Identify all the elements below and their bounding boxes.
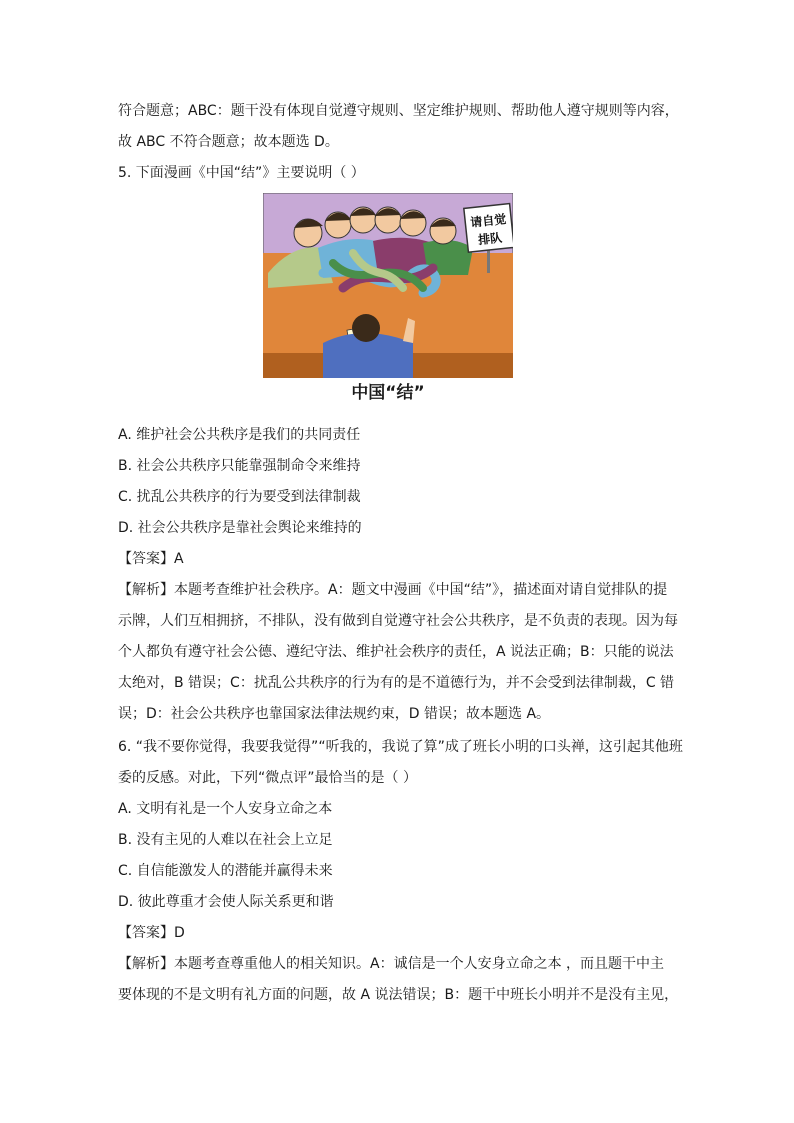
- sign-text-line: 排队: [477, 230, 503, 248]
- option-d: D. 社会公共秩序是靠社会舆论来维持的: [118, 520, 362, 536]
- paragraph-line: 符合题意；ABC：题干没有体现自觉遵守规则、坚定维护规则、帮助他人遵守规则等内容，: [118, 103, 679, 119]
- option-d: D. 彼此尊重才会使人际关系更和谐: [118, 894, 334, 910]
- option-a: A. 维护社会公共秩序是我们的共同责任: [118, 427, 361, 443]
- answer-line: 【答案】D: [118, 925, 185, 941]
- analysis-line: 个人都负有遵守社会公德、遵纪守法、维护社会秩序的责任，A 说法正确；B：只能的说法: [118, 644, 674, 660]
- option-b: B. 没有主见的人难以在社会上立足: [118, 832, 333, 848]
- analysis-line: 【解析】本题考查尊重他人的相关知识。A：诚信是一个人安身立命之本 ，而且题干中主: [118, 956, 665, 972]
- analysis-line: 要体现的不是文明有礼方面的问题，故 A 说法错误；B：题干中班长小明并不是没有主见，: [118, 987, 679, 1003]
- analysis-line: 示牌，人们互相拥挤，不排队，没有做到自觉遵守社会公共秩序，是不负责的表现。因为每: [118, 613, 678, 629]
- question-6-stem: 6. “我不要你觉得，我要我觉得”“听我的，我说了算”成了班长小明的口头禅，这引起其他班: [118, 739, 683, 755]
- analysis-line: 误；D：社会公共秩序也靠国家法律法规约束，D 错误；故本题选 A。: [118, 706, 551, 722]
- analysis-line: 【解析】本题考查维护社会秩序。A：题文中漫画《中国“结”》，描述面对请自觉排队的提: [118, 582, 668, 598]
- option-a: A. 文明有礼是一个人安身立命之本: [118, 801, 333, 817]
- question-6-stem: 委的反感。对此，下列“微点评”最恰当的是（ ）: [118, 770, 417, 786]
- paragraph-line: 故 ABC 不符合题意；故本题选 D。: [118, 134, 339, 150]
- option-c: C. 扰乱公共秩序的行为要受到法律制裁: [118, 489, 361, 505]
- cartoon-image: [263, 193, 513, 378]
- answer-line: 【答案】A: [118, 551, 184, 567]
- question-5-stem: 5. 下面漫画《中国“结”》主要说明（ ）: [118, 165, 365, 181]
- option-c: C. 自信能激发人的潜能并赢得未来: [118, 863, 333, 879]
- option-b: B. 社会公共秩序只能靠强制命令来维持: [118, 458, 361, 474]
- cartoon-caption: 中国“结”: [351, 383, 425, 403]
- analysis-line: 太绝对，B 错误；C：扰乱公共秩序的行为有的是不道德行为，并不会受到法律制裁，C 错: [118, 675, 675, 691]
- sign-text-line: 请自觉: [469, 212, 507, 230]
